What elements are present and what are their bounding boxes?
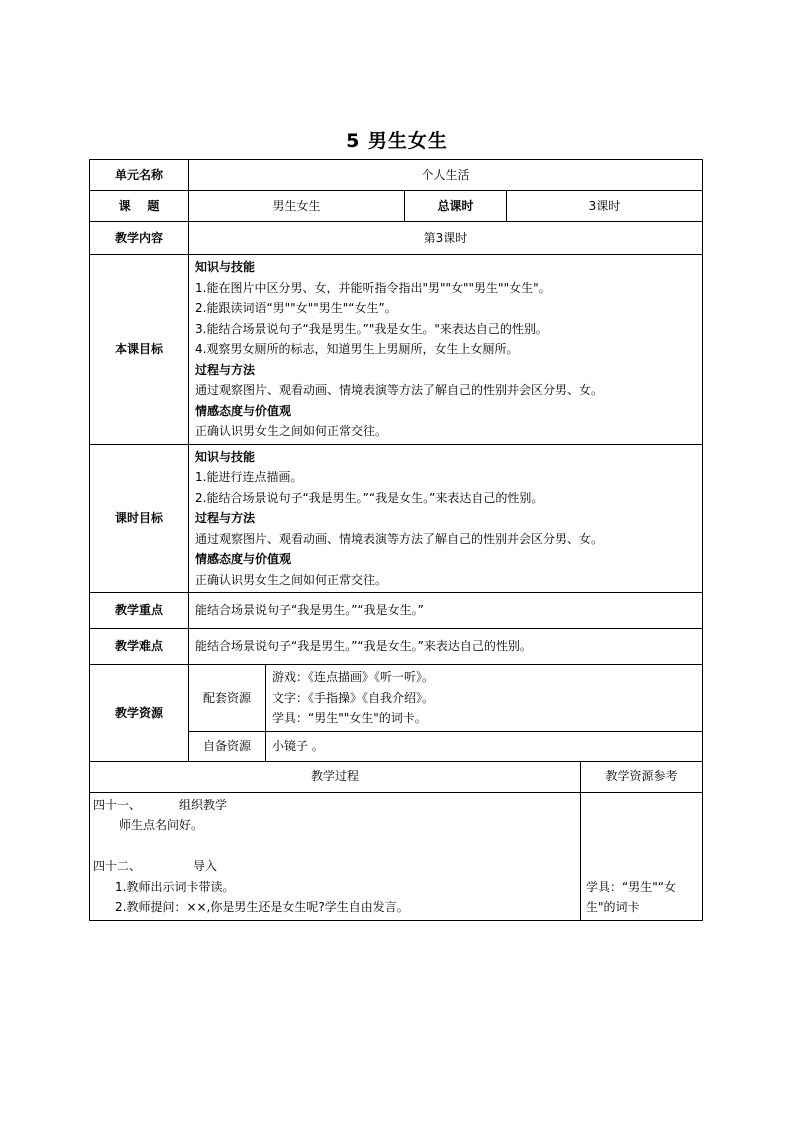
page-title: 5 男生女生 [346, 130, 448, 152]
process-text: 通过观察图片、观看动画、情境表演等方法了解自己的性别并会区分男、女。 [195, 531, 604, 546]
attitude-text: 正确认识男女生之间如何正常交往。 [195, 572, 388, 587]
knowledge-heading: 知识与技能 [195, 449, 256, 464]
difficulty-value: 能结合场景说句子“我是男生。”“我是女生。”来表达自己的性别。 [189, 629, 703, 665]
resource-item: 文字：《手指操》《自我介绍》。 [272, 690, 435, 705]
process-text: 通过观察图片、观看动画、情境表演等方法了解自己的性别并会区分男、女。 [195, 383, 604, 397]
lesson-plan-table [89, 159, 703, 921]
key-point-value: 能结合场景说句子“我是男生。”“我是女生。” [189, 593, 703, 629]
process-header: 教学过程 [90, 761, 581, 792]
unit-goals-body [189, 255, 703, 445]
knowledge-heading: 知识与技能 [195, 260, 256, 274]
attitude-text: 正确认识男女生之间如何正常交往。 [195, 424, 388, 438]
class-goals-row [90, 444, 703, 593]
unit-row [90, 160, 703, 191]
step-line: 2.教师提问：××,你是男生还是女生呢?学生自由发言。 [115, 900, 409, 914]
matching-resources-list [266, 665, 703, 732]
unit-label: 单元名称 [90, 160, 189, 191]
resources-label: 教学资源 [90, 665, 189, 762]
knowledge-item: 4.观察男女厕所的标志，知道男生上男厕所，女生上女厕所。 [195, 342, 519, 356]
step-number: 四十一、 [93, 797, 142, 812]
content-label: 教学内容 [90, 222, 189, 255]
content-row [90, 222, 703, 255]
resources-row [90, 665, 703, 732]
process-heading: 过程与方法 [195, 511, 256, 525]
step-line: 1.教师出示词卡带读。 [115, 879, 235, 894]
resource-ref-cell [581, 792, 703, 920]
knowledge-item: 1.能在图片中区分男、女，并能听指令指出"男""女""男生""女生"。 [195, 280, 551, 295]
knowledge-item: 3.能结合场景说句子“我是男生。”"我是女生。"来表达自己的性别。 [195, 321, 548, 336]
knowledge-item: 1.能进行连点描画。 [195, 470, 303, 484]
unit-goals-label: 本课目标 [90, 255, 189, 445]
unit-goals-row [90, 255, 703, 445]
step-title: 组织教学 [179, 797, 228, 812]
key-point-label: 教学重点 [90, 593, 189, 629]
attitude-heading: 情感态度与价值观 [195, 403, 292, 418]
process-body-row [90, 792, 703, 920]
lesson-label: 课 题 [90, 191, 189, 222]
resource-ref-line: 生"的词卡 [586, 900, 640, 914]
own-resources-label: 自备资源 [189, 731, 266, 761]
step-number: 四十二、 [93, 859, 142, 873]
resource-ref-header: 教学资源参考 [581, 761, 703, 792]
process-heading: 过程与方法 [195, 362, 256, 377]
attitude-heading: 情感态度与价值观 [195, 552, 292, 566]
step-heading [93, 795, 574, 816]
resource-ref-line: 学具：“男生"“女 [586, 879, 676, 894]
difficulty-label: 教学难点 [90, 629, 189, 665]
hours-value: 3课时 [507, 191, 703, 222]
difficulty-row [90, 629, 703, 665]
resource-item: 学具：“男生""女生"的词卡。 [272, 711, 427, 725]
blank-line [93, 836, 574, 857]
process-body [90, 792, 581, 920]
lesson-row [90, 191, 703, 222]
own-resources-value: 小镜子 。 [266, 731, 703, 761]
step-title: 导入 [193, 859, 218, 873]
matching-resources-label: 配套资源 [189, 665, 266, 732]
class-goals-body [189, 444, 703, 593]
class-goals-label: 课时目标 [90, 444, 189, 593]
resource-item: 游戏：《连点描画》《听一听》。 [272, 670, 435, 684]
step-heading [93, 856, 574, 877]
step-line: 师生点名问好。 [119, 818, 204, 832]
knowledge-item: 2.能跟读词语“男""女""男生"“女生”。 [195, 301, 397, 315]
hours-label: 总课时 [405, 191, 507, 222]
knowledge-item: 2.能结合场景说句子“我是男生。”“我是女生。”来表达自己的性别。 [195, 490, 544, 505]
lesson-value: 男生女生 [189, 191, 405, 222]
unit-value: 个人生活 [189, 160, 703, 191]
key-point-row [90, 593, 703, 629]
content-value: 第3课时 [189, 222, 703, 255]
process-header-row [90, 761, 703, 792]
